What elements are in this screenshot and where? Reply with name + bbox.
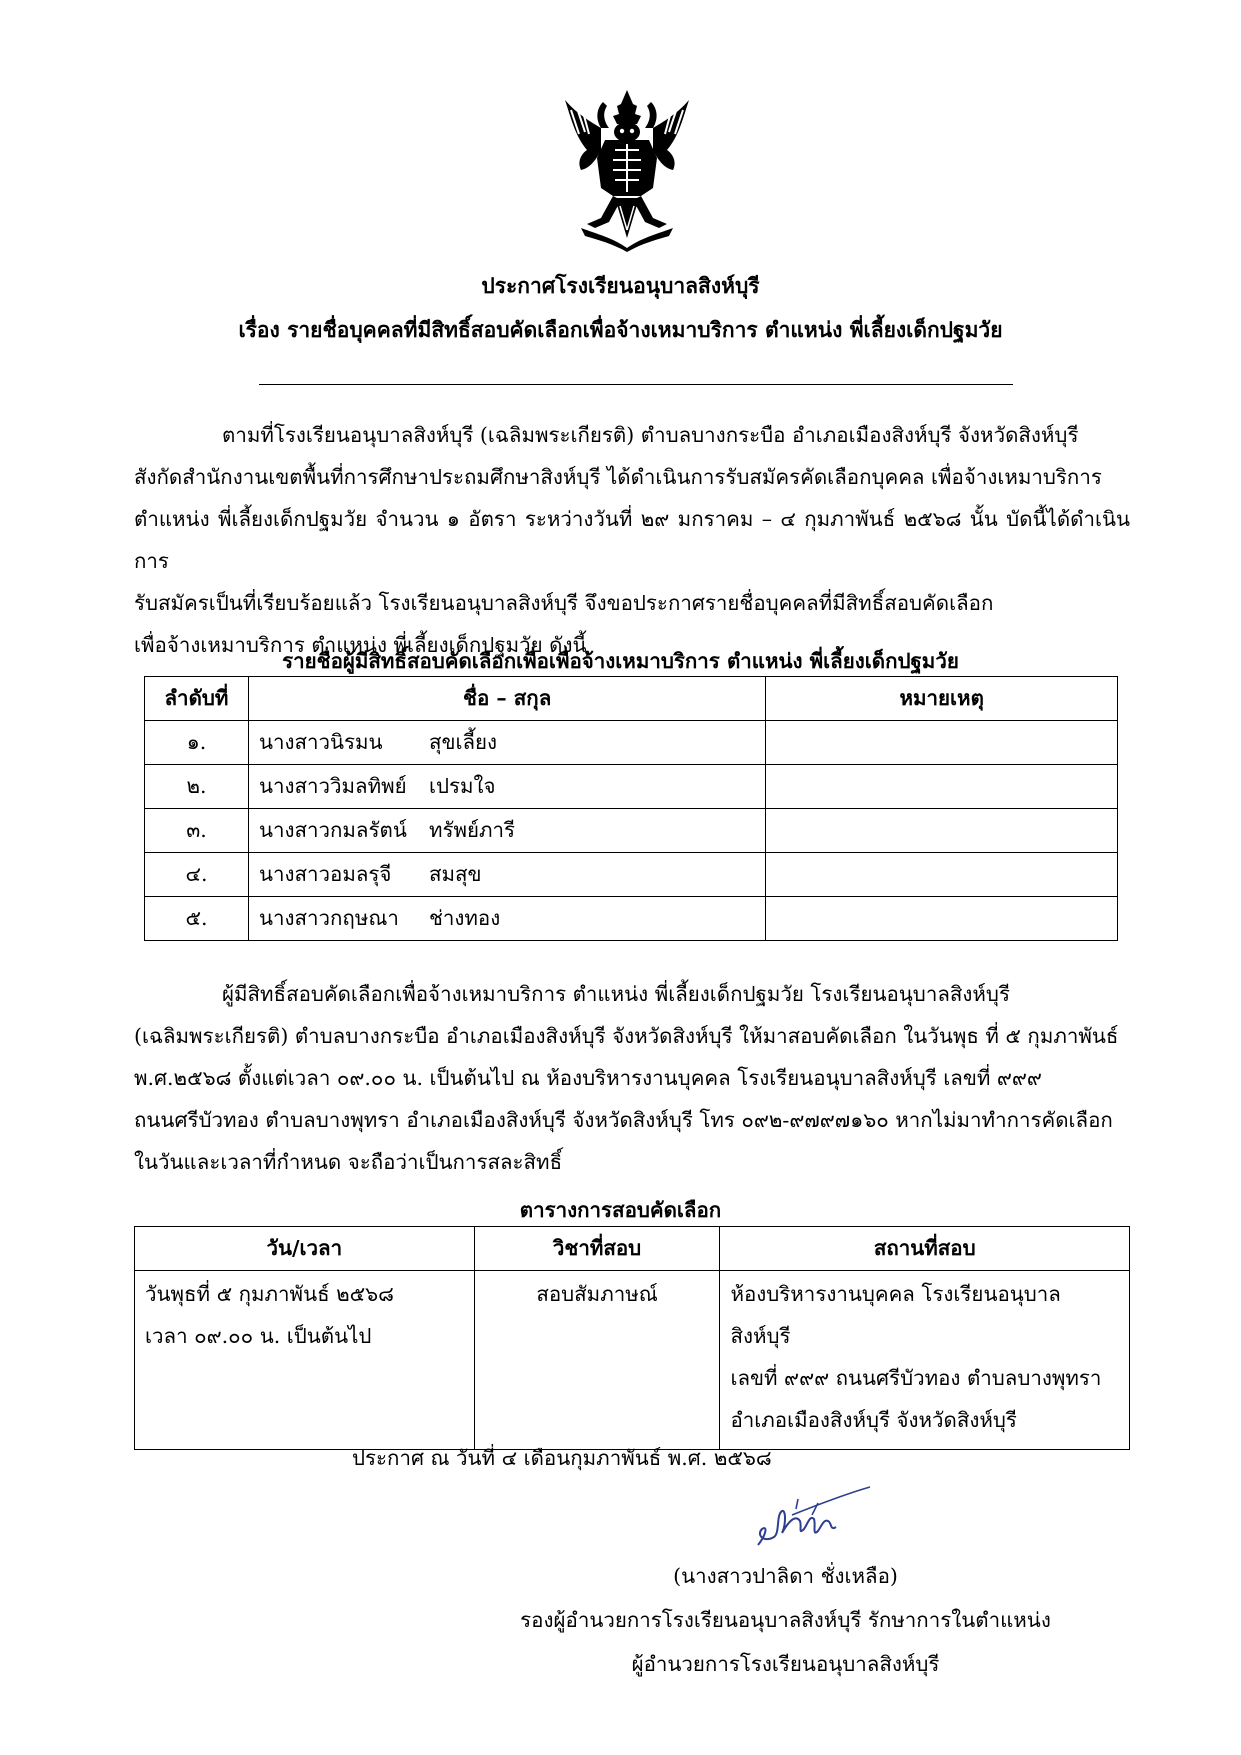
table-header-row xyxy=(145,677,1118,721)
details-paragraph xyxy=(134,973,1130,1183)
candidate-first-name: นางสาวอมลรุจี xyxy=(258,862,392,886)
candidates-table xyxy=(144,676,1118,941)
schedule-table xyxy=(134,1226,1130,1450)
candidate-note xyxy=(766,897,1118,941)
announcement-subject: เรื่อง รายชื่อบุคคลที่มีสิทธิ์สอบคัดเลือกเพื่อจ้างเหมาบริการ ตำแหน่ง พี่เลี้ยงเด็กปฐมวัย xyxy=(238,317,1003,342)
venue-line: เลขที่ ๙๙๙ ถนนศรีบัวทอง ตำบลบางพุทรา xyxy=(730,1366,1102,1390)
candidate-surname: เปรมใจ xyxy=(428,774,496,798)
candidate-surname: ช่างทอง xyxy=(428,906,501,930)
row-number: ๑. xyxy=(145,721,249,765)
candidate-name-cell xyxy=(248,721,765,765)
exam-venue-cell xyxy=(720,1271,1130,1450)
row-number: ๕. xyxy=(145,897,249,941)
details-line: ถนนศรีบัวทอง ตำบลบางพุทรา อำเภอเมืองสิงห์บุรี จังหวัดสิงห์บุรี โทร ๐๙๒-๙๗๙๗๑๖๐ หากไม่มาทำการคัดเลือก xyxy=(134,1108,1113,1132)
candidate-first-name: นางสาวกมลรัตน์ xyxy=(258,818,407,842)
details-line: ผู้มีสิทธิ์สอบคัดเลือกเพื่อจ้างเหมาบริการ ตำแหน่ง พี่เลี้ยงเด็กปฐมวัย โรงเรียนอนุบาลสิงห์บุรี xyxy=(222,982,1010,1006)
announcement-date: ประกาศ ณ วันที่ ๔ เดือนกุมภาพันธ์ พ.ศ. ๒๕๖๘ xyxy=(352,1446,772,1470)
candidate-note xyxy=(766,809,1118,853)
announcement-title: ประกาศโรงเรียนอนุบาลสิงห์บุรี xyxy=(481,273,760,298)
candidate-surname: ทรัพย์ภารี xyxy=(428,818,516,842)
venue-line: อำเภอเมืองสิงห์บุรี จังหวัดสิงห์บุรี xyxy=(730,1408,1017,1432)
candidate-first-name: นางสาวนิรมน xyxy=(258,730,383,754)
candidate-name-cell xyxy=(248,765,765,809)
exam-subject: สอบสัมภาษณ์ xyxy=(474,1271,720,1450)
candidate-name-cell xyxy=(248,809,765,853)
signatory-position: รองผู้อำนวยการโรงเรียนอนุบาลสิงห์บุรี รักษาการในตำแหน่ง xyxy=(520,1608,1051,1632)
table-row xyxy=(145,721,1118,765)
column-header-venue: สถานที่สอบ xyxy=(720,1227,1130,1271)
candidate-note xyxy=(766,721,1118,765)
table-row xyxy=(145,853,1118,897)
table-header-row xyxy=(135,1227,1130,1271)
column-header-subject: วิชาที่สอบ xyxy=(474,1227,720,1271)
row-number: ๓. xyxy=(145,809,249,853)
intro-line: ตำแหน่ง พี่เลี้ยงเด็กปฐมวัย จำนวน ๑ อัตรา ระหว่างวันที่ ๒๙ มกราคม – ๔ กุมภาพันธ์ ๒๕๖๘ นั้น บัดนี้ได้ดำเนินการ xyxy=(134,507,1130,573)
handwritten-signature-icon xyxy=(752,1485,872,1553)
table-row xyxy=(145,809,1118,853)
intro-line: เพื่อจ้างเหมาบริการ ตำแหน่ง พี่เลี้ยงเด็กปฐมวัย ดังนี้ xyxy=(134,633,587,657)
candidate-name-cell xyxy=(248,897,765,941)
garuda-emblem-icon xyxy=(557,88,697,253)
exam-datetime-cell xyxy=(135,1271,475,1450)
details-line: พ.ศ.๒๕๖๘ ตั้งแต่เวลา ๐๙.๐๐ น. เป็นต้นไป ณ ห้องบริหารงานบุคคล โรงเรียนอนุบาลสิงห์บุรี เลขที่ ๙๙๙ xyxy=(134,1066,1042,1090)
exam-date: วันพุธที่ ๕ กุมภาพันธ์ ๒๕๖๘ xyxy=(145,1282,394,1306)
candidate-note xyxy=(766,853,1118,897)
column-header-order: ลำดับที่ xyxy=(145,677,249,721)
column-header-note: หมายเหตุ xyxy=(766,677,1118,721)
candidate-surname: สมสุข xyxy=(428,862,482,886)
candidate-surname: สุขเลี้ยง xyxy=(428,730,498,754)
candidate-first-name: นางสาวกฤษณา xyxy=(258,906,399,930)
table-row xyxy=(135,1271,1130,1450)
venue-line: ห้องบริหารงานบุคคล โรงเรียนอนุบาลสิงห์บุรี xyxy=(730,1282,1061,1348)
schedule-caption: ตารางการสอบคัดเลือก xyxy=(519,1198,722,1222)
candidate-note xyxy=(766,765,1118,809)
intro-paragraph xyxy=(134,414,1130,666)
intro-line: ตามที่โรงเรียนอนุบาลสิงห์บุรี (เฉลิมพระเกียรติ) ตำบลบางกระบือ อำเภอเมืองสิงห์บุรี จังหวัดสิงห์บุรี xyxy=(222,423,1079,447)
candidate-name-cell xyxy=(248,853,765,897)
details-line: ในวันและเวลาที่กำหนด จะถือว่าเป็นการสละสิทธิ์ xyxy=(134,1150,563,1174)
table-row xyxy=(145,897,1118,941)
intro-line: สังกัดสำนักงานเขตพื้นที่การศึกษาประถมศึกษาสิงห์บุรี ได้ดำเนินการรับสมัครคัดเลือกบุคคล เพื่อจ้างเหมาบริการ xyxy=(134,465,1102,489)
column-header-name: ชื่อ – สกุล xyxy=(248,677,765,721)
column-header-datetime: วัน/เวลา xyxy=(135,1227,475,1271)
row-number: ๒. xyxy=(145,765,249,809)
candidate-first-name: นางสาววิมลทิพย์ xyxy=(258,774,407,798)
title-divider xyxy=(259,384,1013,385)
table-row xyxy=(145,765,1118,809)
candidates-caption: รายชื่อผู้มีสิทธิ์สอบคัดเลือกเพื่อเพื่อจ้างเหมาบริการ ตำแหน่ง พี่เลี้ยงเด็กปฐมวัย xyxy=(282,649,959,673)
exam-time: เวลา ๐๙.๐๐ น. เป็นต้นไป xyxy=(145,1324,372,1348)
intro-line: รับสมัครเป็นที่เรียบร้อยแล้ว โรงเรียนอนุบาลสิงห์บุรี จึงขอประกาศรายชื่อบุคคลที่มีสิทธิ์สอบคัดเลือก xyxy=(134,591,994,615)
signatory-name: (นางสาวปาลิดา ชั่งเหลือ) xyxy=(673,1564,898,1588)
signatory-position: ผู้อำนวยการโรงเรียนอนุบาลสิงห์บุรี xyxy=(631,1652,940,1676)
details-line: (เฉลิมพระเกียรติ) ตำบลบางกระบือ อำเภอเมืองสิงห์บุรี จังหวัดสิงห์บุรี ให้มาสอบคัดเลือก ในวันพุธ ที่ ๕ กุมภาพันธ์ xyxy=(134,1024,1119,1048)
row-number: ๔. xyxy=(145,853,249,897)
